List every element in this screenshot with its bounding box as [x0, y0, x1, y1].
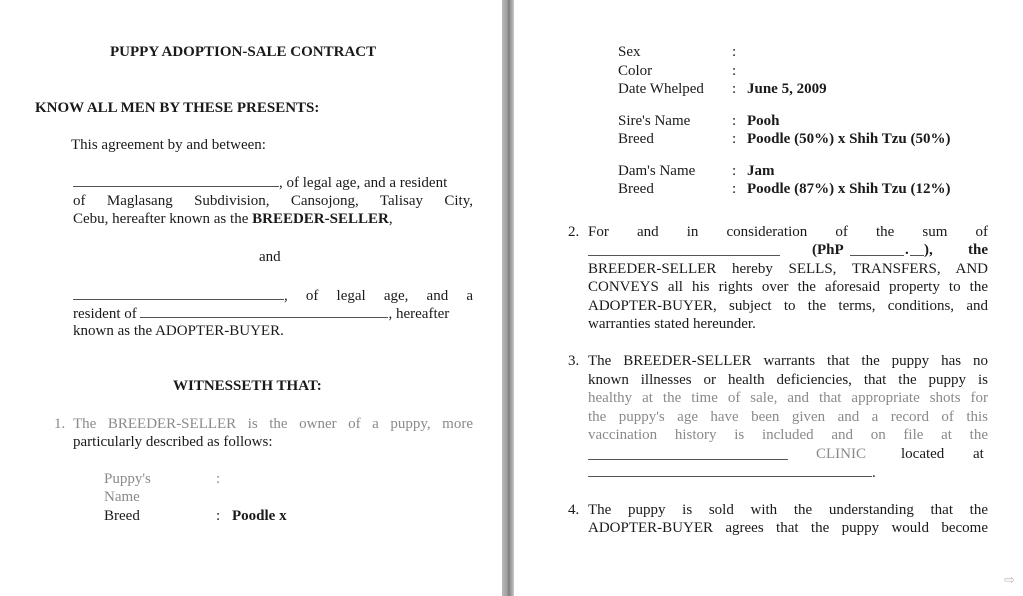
item-3-at: at	[973, 446, 984, 462]
contract-page-right	[514, 0, 1023, 596]
breed-value: Poodle x	[232, 508, 287, 524]
dam-breed-label: Breed	[618, 181, 654, 197]
whelped-colon: :	[732, 81, 737, 97]
item-2-amount-words-blank[interactable]	[588, 242, 780, 256]
sex-label: Sex	[618, 44, 641, 60]
whelped-value: June 5, 2009	[747, 81, 827, 97]
color-label: Color	[618, 63, 653, 79]
witnesseth-heading: WITNESSETH THAT:	[173, 378, 322, 394]
puppy-name-label-1: Puppy's	[104, 471, 151, 487]
whelped-label: Date Whelped	[618, 81, 704, 97]
breeder-line-3	[73, 210, 393, 229]
item-2-number: 2.	[568, 224, 580, 240]
adopter-line-2-text: resident of	[73, 306, 137, 322]
adopter-line-3: known as the ADOPTER-BUYER.	[73, 323, 284, 339]
breeder-seller-term: BREEDER-SELLER	[252, 211, 389, 227]
adopter-line-2	[73, 304, 449, 324]
item-4-number: 4.	[568, 502, 580, 518]
item-3-line-7	[588, 463, 876, 483]
know-all-heading: KNOW ALL MEN BY THESE PRESENTS:	[35, 100, 320, 116]
item-1-line-2: particularly described as follows:	[73, 434, 273, 450]
item-2-line-1: For and in consideration of the sum of	[588, 224, 988, 240]
next-page-arrow-icon[interactable]: ⇨	[1004, 573, 1015, 588]
sire-value: Pooh	[747, 113, 780, 129]
item-3-number: 3.	[568, 353, 580, 369]
and-connector: and	[259, 249, 281, 265]
sire-breed-value: Poodle (50%) x Shih Tzu (50%)	[747, 131, 951, 147]
breed-label: Breed	[104, 508, 140, 524]
item-3-clinic-label: CLINIC	[816, 446, 866, 462]
dam-label: Dam's Name	[618, 163, 696, 179]
adopter-line-2-end: , hereafter	[388, 306, 450, 322]
item-1-number: 1.	[54, 416, 66, 432]
adopter-name-blank[interactable]	[73, 286, 284, 300]
breeder-line-1	[73, 173, 447, 193]
dam-breed-colon: :	[732, 181, 737, 197]
breeder-line-2: of Maglasang Subdivision, Cansojong, Talisay City,	[73, 193, 473, 209]
sire-label: Sire's Name	[618, 113, 691, 129]
dam-breed-value: Poodle (87%) x Shih Tzu (12%)	[747, 181, 951, 197]
color-colon: :	[732, 63, 737, 79]
puppy-name-colon: :	[216, 471, 221, 487]
item-2-cents-blank[interactable]	[910, 242, 924, 256]
item-1-line-1: The BREEDER-SELLER is the owner of a puppy, more	[73, 416, 473, 432]
item-2-line-5: ADOPTER-BUYER, subject to the terms, conditions, and	[588, 298, 988, 314]
sire-colon: :	[732, 113, 737, 129]
sire-breed-colon: :	[732, 131, 737, 147]
item-3-line-3: healthy at the time of sale, and that appropriate shots for	[588, 390, 988, 406]
item-3-line-2: known illnesses or health deficiencies, that the puppy is	[588, 372, 988, 388]
item-3-clinic-blank[interactable]	[588, 446, 788, 460]
item-2-close: ), the	[924, 242, 988, 258]
breeder-line-3-text: Cebu, hereafter known as the	[73, 211, 253, 227]
item-3-line-4: the puppy's age have been given and a record of this	[588, 409, 988, 425]
item-2-line-6: warranties stated hereunder.	[588, 316, 756, 332]
breed-colon: :	[216, 508, 221, 524]
item-2-php-label: (PhP	[812, 242, 844, 258]
agreement-intro: This agreement by and between:	[71, 137, 266, 153]
item-4-line-2: ADOPTER-BUYER agrees that the puppy would become	[588, 520, 988, 536]
breeder-line-3-comma: ,	[388, 211, 393, 227]
puppy-name-label-2: Name	[104, 489, 140, 505]
adopter-residence-blank[interactable]	[140, 304, 388, 318]
item-2-amount-dot: .	[905, 242, 909, 258]
breeder-line-1-text: , of legal age, and a resident	[279, 175, 448, 191]
contract-page-left	[0, 0, 502, 596]
item-4-line-1: The puppy is sold with the understanding that the	[588, 502, 988, 518]
sire-breed-label: Breed	[618, 131, 654, 147]
contract-title: PUPPY ADOPTION-SALE CONTRACT	[110, 44, 377, 60]
item-3-located: located	[901, 446, 945, 462]
item-2-line-3: BREEDER-SELLER hereby SELLS, TRANSFERS, AND	[588, 261, 988, 277]
adopter-line-1-text: , of legal age, and a	[284, 288, 473, 304]
item-3-end: .	[872, 465, 876, 481]
dam-colon: :	[732, 163, 737, 179]
item-3-location-blank[interactable]	[588, 463, 872, 477]
page-gutter	[502, 0, 514, 596]
breeder-name-blank[interactable]	[73, 173, 279, 187]
item-3-line-1: The BREEDER-SELLER warrants that the puppy has no	[588, 353, 988, 369]
item-2-amount-blank[interactable]	[850, 242, 904, 256]
item-2-line-4: CONVEYS all his rights over the aforesaid property to the	[588, 279, 988, 295]
sex-colon: :	[732, 44, 737, 60]
item-3-line-5: vaccination history is included and on file at the	[588, 427, 988, 443]
adopter-line-1	[73, 286, 473, 306]
dam-value: Jam	[747, 163, 775, 179]
